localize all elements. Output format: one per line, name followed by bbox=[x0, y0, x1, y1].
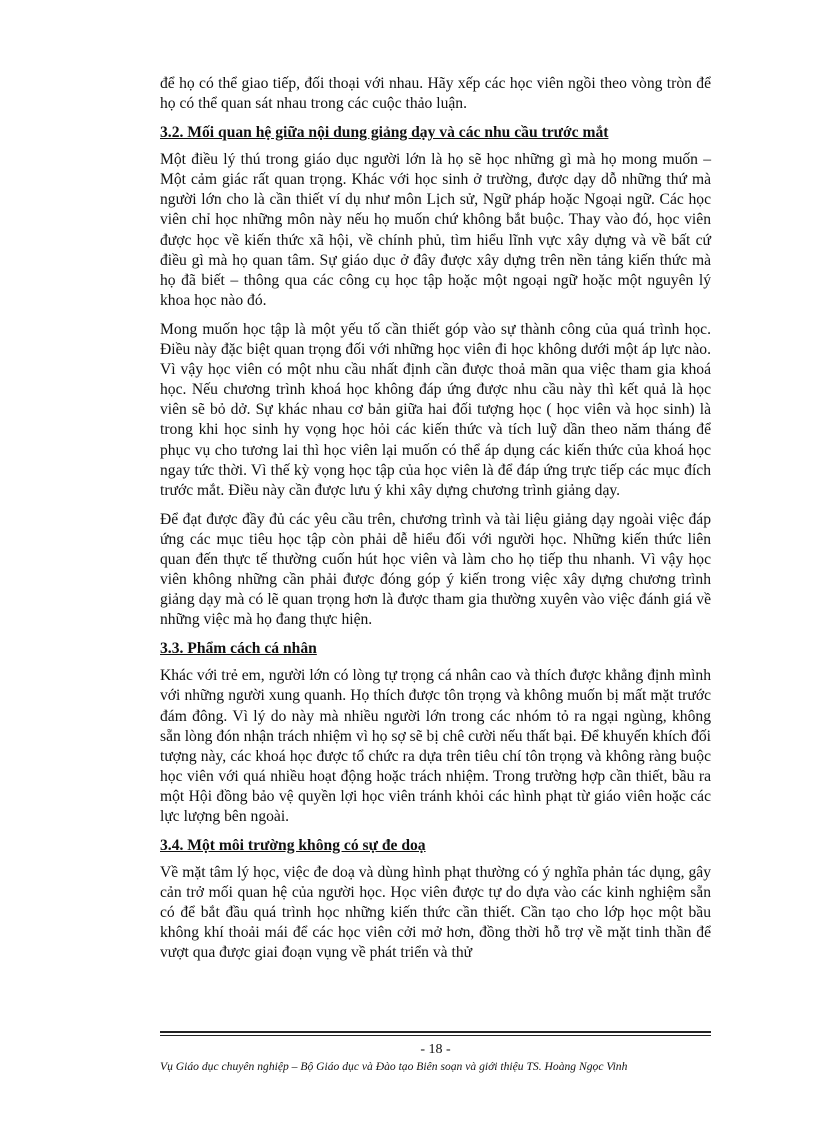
page-number: - 18 - bbox=[420, 1042, 451, 1057]
paragraph-3-4: Về mặt tâm lý học, việc đe doạ và dùng hình phạt thường có ý nghĩa phản tác dụng, gây cản trở mối quan hệ của người học. Học viên được tự do dựa vào các kinh nghiệm sẵn có để bắt đầu quá trình học những kiến thức cần thiết. Cần tạo cho lớp học một bầu không khí thoải mái để các học viên cởi mở hơn, đồng thời hỗ trợ về mặt tinh thần để vượt qua được giai đoạn vụng về phát triển và thử bbox=[160, 864, 711, 962]
paragraph-3-3: Khác với trẻ em, người lớn có lòng tự trọng cá nhân cao và thích được khẳng định mình với những người xung quanh. Họ thích được tôn trọng và không muốn bị mất mặt trước đám đông. Vì lý do này mà nhiều người lớn trong các nhóm tỏ ra ngại ngùng, không sẵn lòng đón nhận trách nhiệm vì họ sợ sẽ bị chê cười nếu thất bại. Để khuyến khích đối tượng này, các khoá học được tổ chức ra dựa trên tiêu chí tôn trọng và không ràng buộc học viên với quá nhiều hoạt động hoặc trách nhiệm. Trong trường hợp cần thiết, bầu ra một Hội đồng bảo vệ quyền lợi học viên tránh khỏi các hình phạt từ giáo viên hoặc các lực lượng bên ngoài. bbox=[160, 667, 711, 825]
paragraph-3-2-b: Mong muốn học tập là một yếu tố cần thiết góp vào sự thành công của quá trình học. Điều này đặc biệt quan trọng đối với những học viên đi học không dưới một áp lực nào. Vì vậy học viên có một nhu cầu nhất định cần được thoả mãn qua việc tham gia khoá học. Nếu chương trình khoá học không đáp ứng được nhu cầu này thì kết quả là học viên sẽ bỏ dở. Sự khác nhau cơ bản giữa hai đối tượng học ( học viên và học sinh) là trong khi học sinh hy vọng học hỏi các kiến thức và tích luỹ dần theo năm tháng để phục vụ cho tương lai thì học viên lại muốn có thể áp dụng các kiến thức của khoá học ngay tức thời. Vì thế kỳ vọng học tập của học viên là để đáp ứng trực tiếp các mục đích trước mắt. Điều này cần được lưu ý khi xây dựng chương trình giảng dạy. bbox=[160, 320, 711, 499]
footer-credit: Vụ Giáo dục chuyên nghiệp – Bộ Giáo dục và Đào tạo Biên soạn và giới thiệu TS. Hoàng Ngọc Vinh bbox=[160, 1060, 628, 1073]
paragraph-intro: để họ có thể giao tiếp, đối thoại với nhau. Hãy xếp các học viên ngồi theo vòng tròn để họ có thể quan sát nhau trong các cuộc thảo luận. bbox=[160, 75, 711, 113]
paragraph-3-2-c: Để đạt được đầy đủ các yêu cầu trên, chương trình và tài liệu giảng dạy ngoài việc đáp ứng các mục tiêu học tập còn phải dễ hiểu đối với người học. Những kiến thức liên quan đến thực tế thường cuốn hút học viên và làm cho họ tiếp thu nhanh. Vì vậy học viên không những cần phải được đóng góp ý kiến trong việc xây dựng chương trình giảng dạy mà có lẽ quan trọng hơn là được tham gia thường xuyên vào việc đánh giá về những việc mà họ đang thực hiện. bbox=[160, 510, 711, 629]
page-body bbox=[160, 74, 711, 973]
paragraph-3-2-a: Một điều lý thú trong giáo dục người lớn là họ sẽ học những gì mà họ mong muốn – Một cảm giác rất quan trọng. Khác với học sinh ở trường, được dạy dỗ những thứ mà người lớn cho là cần thiết ví dụ như môn Lịch sử, Ngữ pháp hoặc Ngoại ngữ. Các học viên chỉ học những môn này nếu họ muốn chứ không bắt buộc. Thay vào đó, học viên được học về kiến thức xã hội, về chính phủ, tìm hiểu lĩnh vực xây dựng và về bất cứ điều gì mà họ quan tâm. Sự giáo dục ở đây được xây dựng trên nền tảng kiến thức mà họ đã biết – thông qua các công cụ học tập hoặc một ngoại ngữ hoặc một nguyên lý khoa học nào đó. bbox=[160, 151, 711, 309]
section-heading-3-2: 3.2. Mối quan hệ giữa nội dung giảng dạy và các nhu cầu trước mắt bbox=[160, 124, 609, 142]
footer-rule-thin bbox=[160, 1035, 711, 1036]
section-heading-3-3: 3.3. Phẩm cách cá nhân bbox=[160, 640, 317, 658]
section-heading-3-4: 3.4. Một môi trường không có sự đe doạ bbox=[160, 837, 426, 855]
footer-rule-thick bbox=[160, 1031, 711, 1033]
